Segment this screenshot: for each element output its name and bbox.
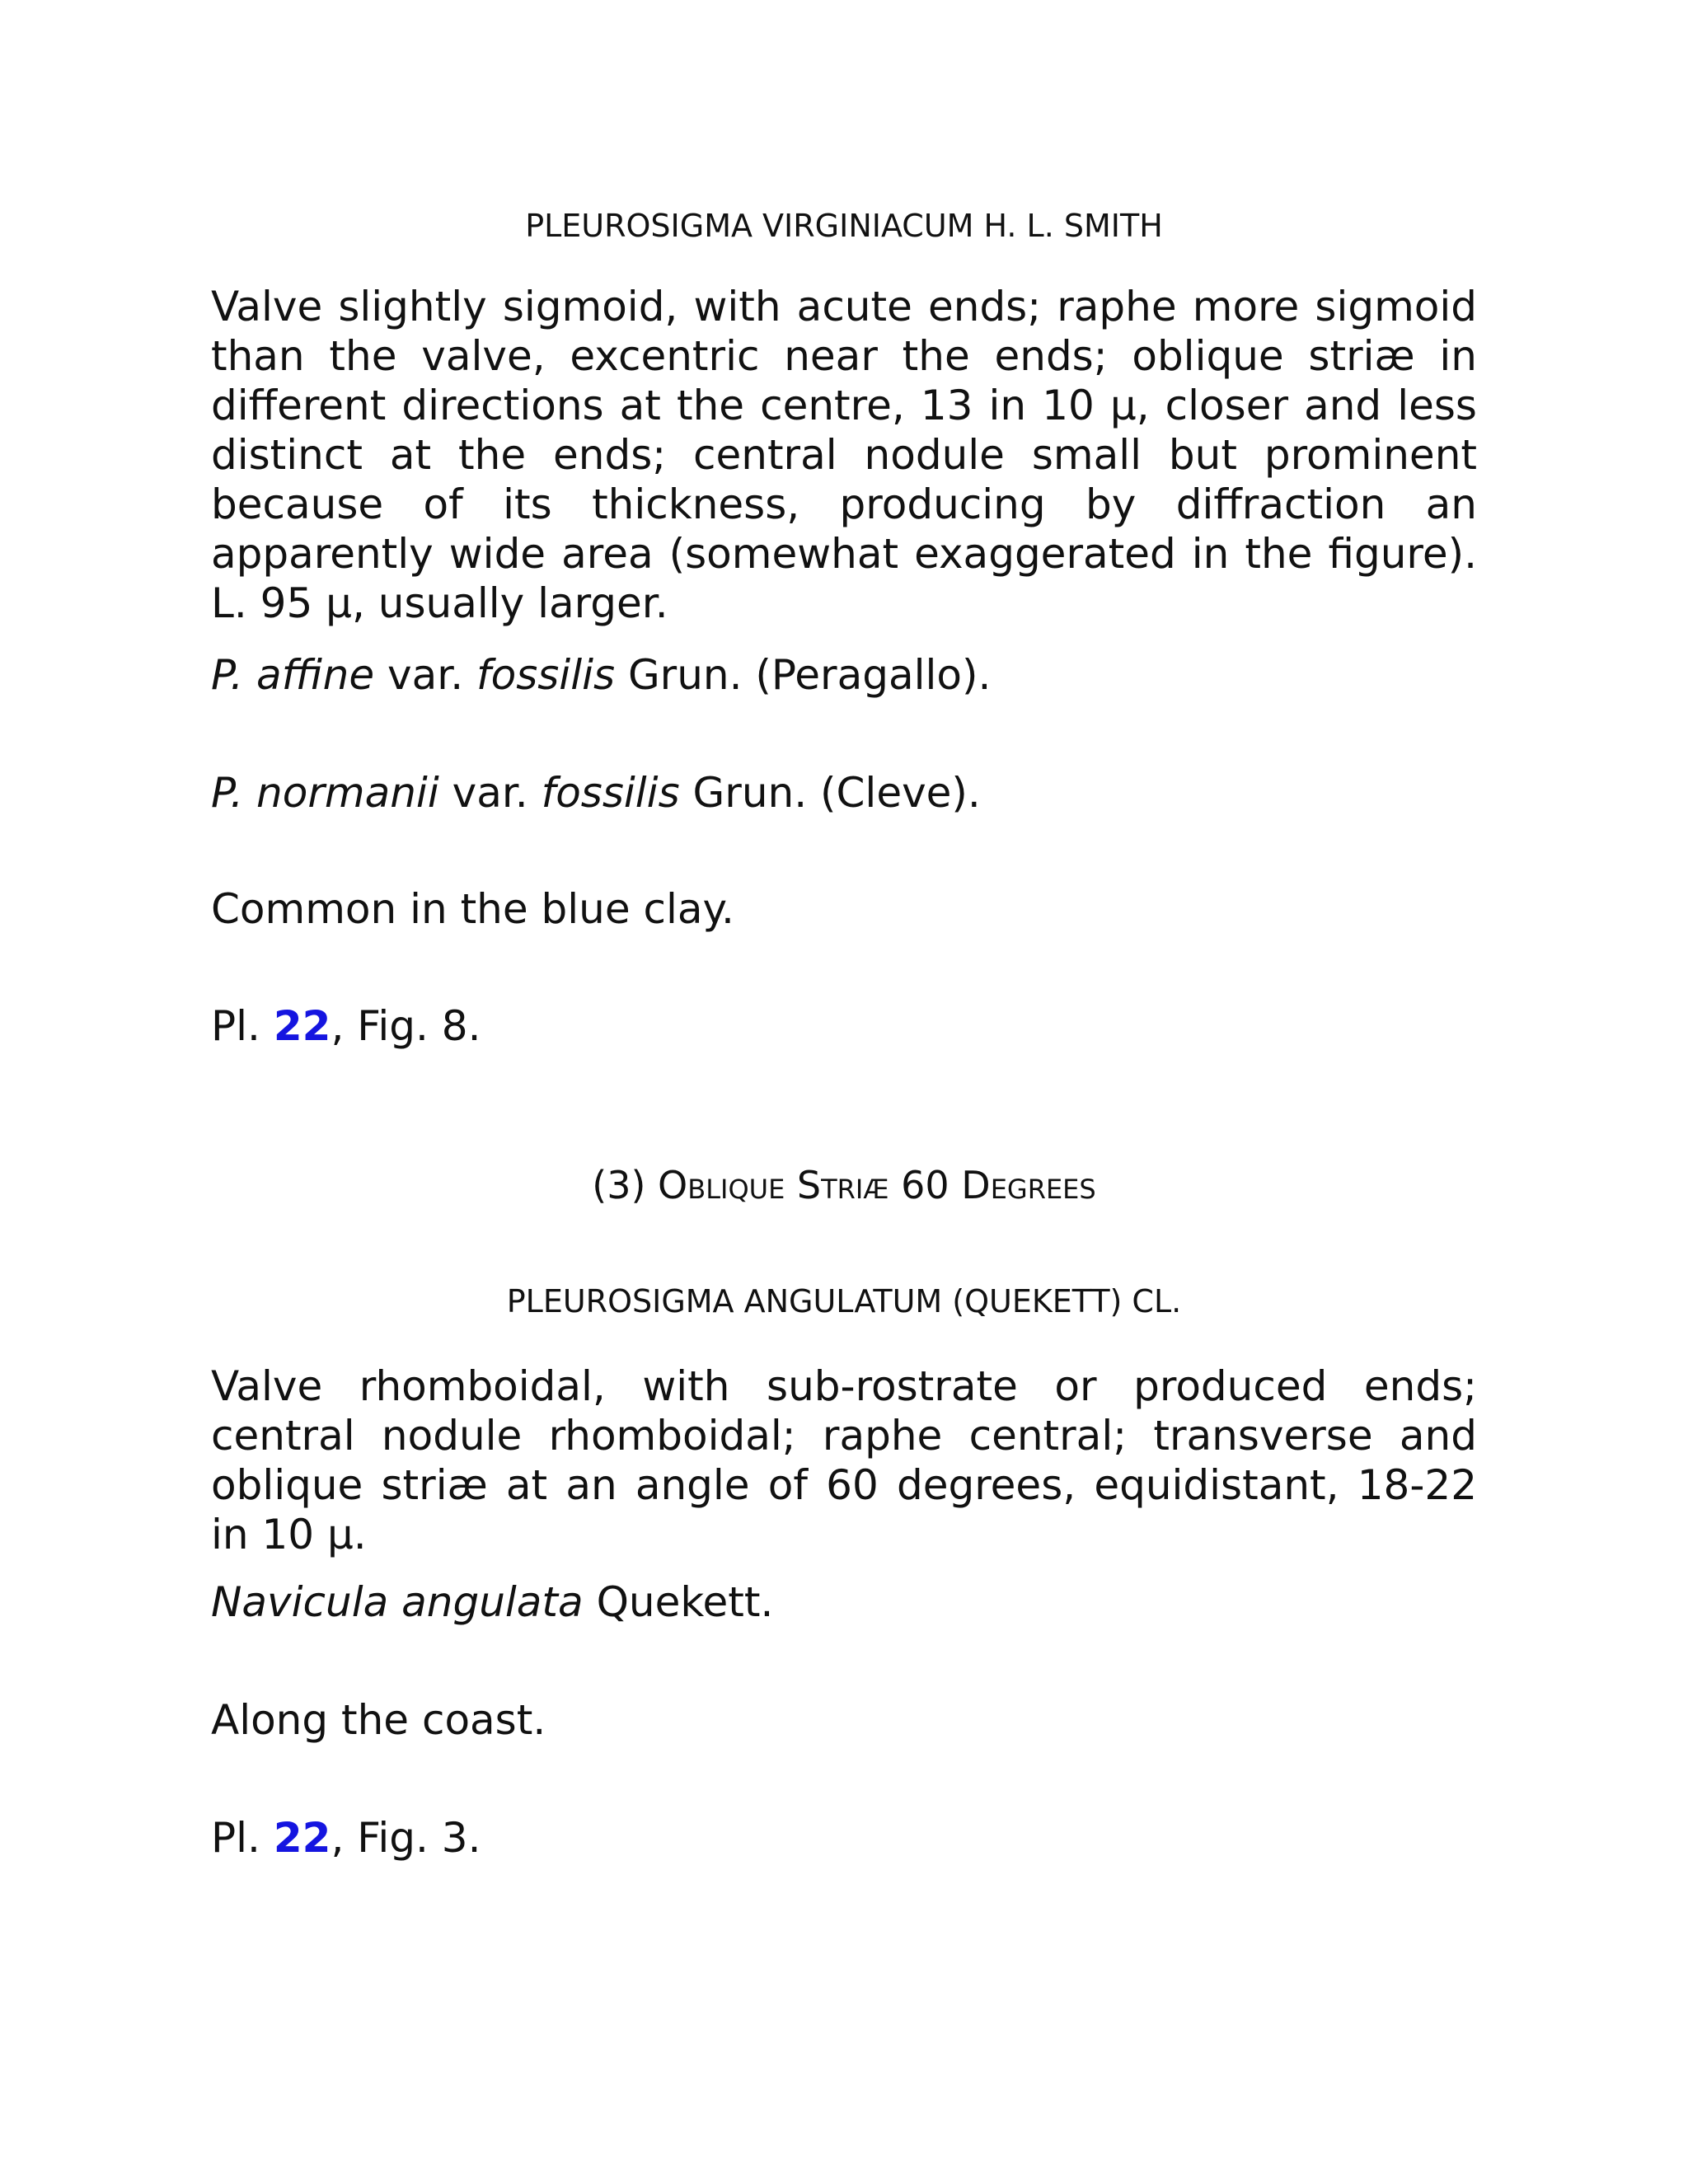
synonym-normanii <box>211 768 981 818</box>
plate-prefix: Pl. <box>211 1002 274 1050</box>
synonym-affine-var-word: var. <box>374 651 477 699</box>
synonym-normanii-name: P. normanii <box>211 769 439 817</box>
plate-prefix: Pl. <box>211 1814 274 1862</box>
synonym-affine-name: P. affine <box>211 651 375 699</box>
species-description-angulatum: Valve rhomboidal, with sub-rostrate or produced ends; central nodule rhomboidal; raphe central; transverse and oblique striæ at an angle of 60 degrees, equidistant, 18-22 in 10 μ. <box>211 1362 1477 1558</box>
synonym-normanii-variety: fossilis <box>541 769 680 817</box>
plate-reference-angulatum <box>211 1813 481 1863</box>
synonym-navicula-name: Navicula angulata <box>211 1578 584 1626</box>
species-heading-virginiacum: PLEUROSIGMA VIRGINIACUM H. L. SMITH <box>525 208 1163 244</box>
synonym-normanii-var-word: var. <box>438 769 542 817</box>
species-description-virginiacum: Valve slightly sigmoid, with acute ends; raphe more sigmoid than the valve, excentric near the ends; oblique striæ in different directions at the centre, 13 in 10 μ, closer and less distinct at the ends; central nodule small but prominent because of its thickness, producing by diffraction an apparently wide area (somewhat exaggerated in the figure). L. 95 μ, usually larger. <box>211 283 1477 627</box>
species-heading-angulatum: PLEUROSIGMA ANGULATUM (QUEKETT) CL. <box>506 1283 1182 1319</box>
habitat-angulatum: Along the coast. <box>211 1696 546 1744</box>
synonym-affine-variety: fossilis <box>476 651 616 699</box>
plate-link-22[interactable]: 22 <box>273 1814 331 1862</box>
plate-suffix: , Fig. 8. <box>331 1002 481 1050</box>
plate-link-22[interactable]: 22 <box>273 1002 331 1050</box>
synonym-affine <box>211 650 991 700</box>
section-heading: (3) Oblique Striæ 60 Degrees <box>592 1163 1096 1207</box>
plate-reference-virginiacum <box>211 1001 481 1051</box>
plate-suffix: , Fig. 3. <box>331 1814 481 1862</box>
habitat-virginiacum: Common in the blue clay. <box>211 885 734 933</box>
synonym-affine-authority: Grun. (Peragallo). <box>615 651 992 699</box>
synonym-normanii-authority: Grun. (Cleve). <box>679 769 981 817</box>
synonym-navicula-authority: Quekett. <box>583 1578 774 1626</box>
synonym-navicula-angulata <box>211 1577 773 1627</box>
